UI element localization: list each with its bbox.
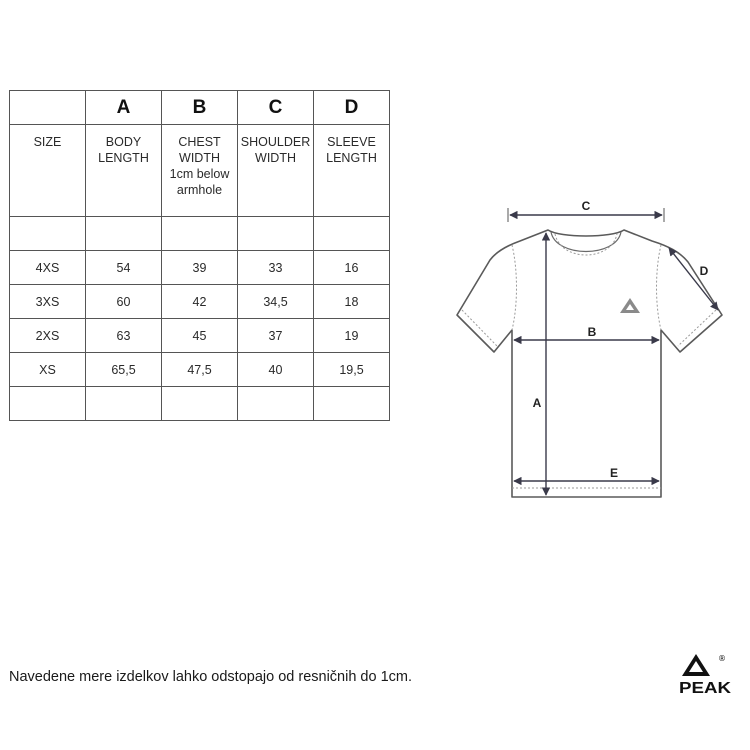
blank-row: [10, 387, 390, 421]
value-cell: 37: [238, 319, 314, 353]
value-cell: 65,5: [86, 353, 162, 387]
size-cell: XS: [10, 353, 86, 387]
peak-logo: [676, 652, 736, 700]
size-chart-table: [9, 90, 390, 421]
value-cell: 45: [162, 319, 238, 353]
letter-cell: A: [86, 91, 162, 125]
header-body-length: BODY LENGTH: [86, 125, 162, 217]
value-cell: 40: [238, 353, 314, 387]
chest-logo-icon: [620, 298, 640, 313]
letter-cell: B: [162, 91, 238, 125]
letter-cell: [10, 91, 86, 125]
value-cell: 54: [86, 251, 162, 285]
size-cell: 4XS: [10, 251, 86, 285]
tshirt-diagram: [450, 190, 740, 510]
letter-cell: D: [314, 91, 390, 125]
dimension-e-label: E: [609, 466, 619, 480]
dimension-d-line: [669, 248, 718, 310]
value-cell: 18: [314, 285, 390, 319]
header-chest-width: CHEST WIDTH 1cm below armhole: [162, 125, 238, 217]
value-cell: 60: [86, 285, 162, 319]
letter-cell: C: [238, 91, 314, 125]
size-cell: 3XS: [10, 285, 86, 319]
value-cell: 39: [162, 251, 238, 285]
dimension-a-label: A: [532, 396, 542, 410]
value-cell: 19: [314, 319, 390, 353]
table-row: [10, 285, 390, 319]
value-cell: 33: [238, 251, 314, 285]
header-sleeve-length: SLEEVE LENGTH: [314, 125, 390, 217]
sleeve-seam-right: [657, 245, 662, 330]
header-size: SIZE: [10, 125, 86, 217]
peak-logo-registered-mark: ®: [718, 654, 726, 663]
table-row: [10, 319, 390, 353]
table-row: [10, 251, 390, 285]
dimension-c-label: C: [581, 199, 591, 213]
measurement-letters-row: [10, 91, 390, 125]
size-cell: 2XS: [10, 319, 86, 353]
tshirt-outline: [457, 230, 722, 497]
value-cell: 63: [86, 319, 162, 353]
dimension-d-label: D: [699, 264, 709, 278]
header-row: [10, 125, 390, 217]
value-cell: 42: [162, 285, 238, 319]
sleeve-seam-left: [512, 245, 517, 330]
blank-row: [10, 217, 390, 251]
table-row: [10, 353, 390, 387]
value-cell: 47,5: [162, 353, 238, 387]
value-cell: 34,5: [238, 285, 314, 319]
header-shoulder-width: SHOULDER WIDTH: [238, 125, 314, 217]
value-cell: 19,5: [314, 353, 390, 387]
value-cell: 16: [314, 251, 390, 285]
dimension-b-label: B: [587, 325, 597, 339]
peak-logo-text: PEAK: [679, 680, 732, 697]
size-disclaimer-note: Navedene mere izdelkov lahko odstopajo od resničnih do 1cm.: [9, 669, 413, 685]
